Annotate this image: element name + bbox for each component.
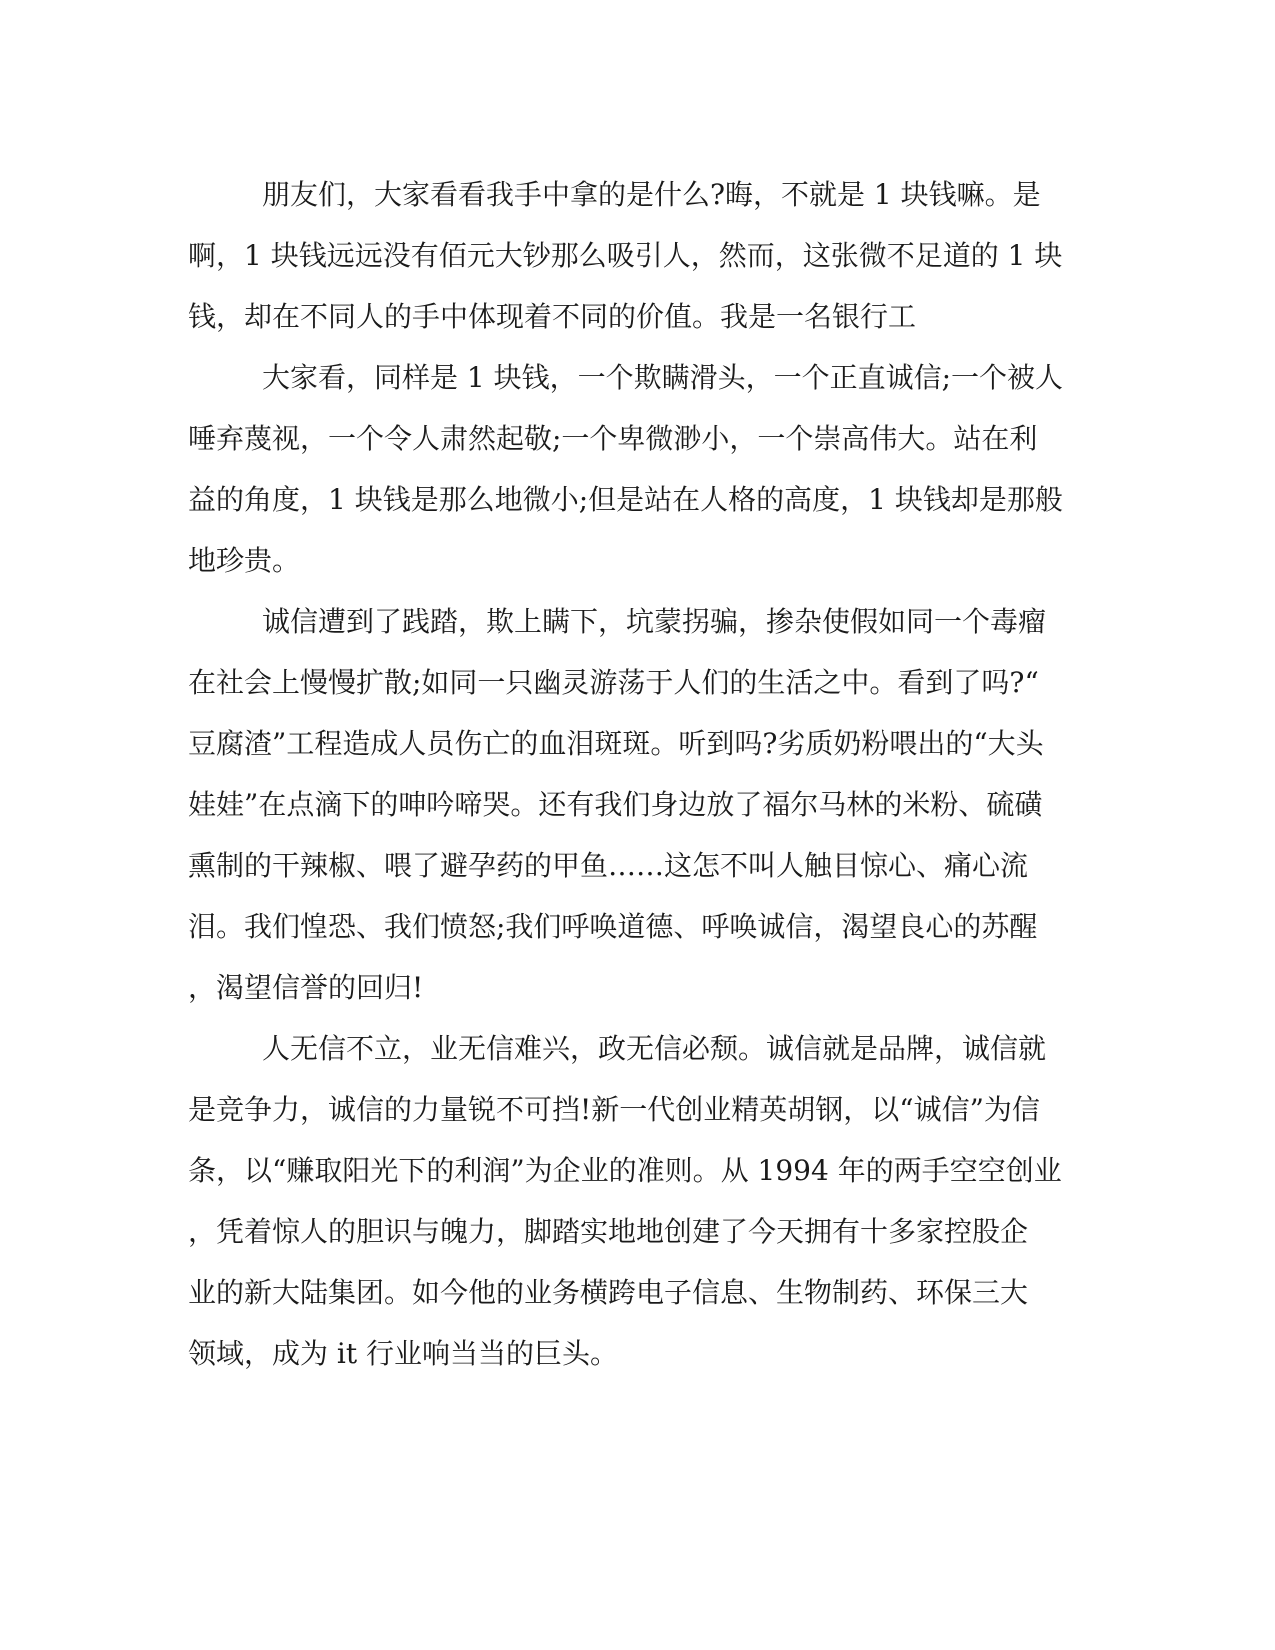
paragraph-1-line-3: 钱，却在不同人的手中体现着不同的价值。我是一名银行工 (188, 300, 917, 333)
paragraph-3-line-1: 诚信遭到了践踏，欺上瞒下，坑蒙拐骗，掺杂使假如同一个毒瘤 (262, 605, 1047, 638)
paragraph-4-line-5: 业的新大陆集团。如今他的业务横跨电子信息、生物制药、环保三大 (188, 1276, 1029, 1309)
paragraph-2-line-3: 益的角度，1 块钱是那么地微小;但是站在人格的高度，1 块钱却是那般 (188, 483, 1063, 516)
paragraph-3-line-3: 豆腐渣”工程造成人员伤亡的血泪斑斑。听到吗?劣质奶粉喂出的“大头 (188, 727, 1044, 760)
paragraph-4-line-1: 人无信不立，业无信难兴，政无信必颓。诚信就是品牌，诚信就 (262, 1032, 1047, 1065)
paragraph-4-line-4: ，凭着惊人的胆识与魄力，脚踏实地地创建了今天拥有十多家控股企 (188, 1215, 1029, 1248)
paragraph-3-line-5: 熏制的干辣椒、喂了避孕药的甲鱼……这怎不叫人触目惊心、痛心流 (188, 849, 1029, 882)
paragraph-4-line-3: 条，以“赚取阳光下的利润”为企业的准则。从 1994 年的两手空空创业 (188, 1154, 1062, 1187)
paragraph-1-line-2: 啊，1 块钱远远没有佰元大钞那么吸引人，然而，这张微不足道的 1 块 (188, 239, 1063, 272)
paragraph-3-line-6: 泪。我们惶恐、我们愤怒;我们呼唤道德、呼唤诚信，渴望良心的苏醒 (188, 910, 1038, 943)
paragraph-3-line-7: ，渴望信誉的回归! (188, 971, 424, 1004)
paragraph-3-line-2: 在社会上慢慢扩散;如同一只幽灵游荡于人们的生活之中。看到了吗?“ (188, 666, 1039, 699)
paragraph-2-line-2: 唾弃蔑视，一个令人肃然起敬;一个卑微渺小，一个崇高伟大。站在利 (188, 422, 1038, 455)
paragraph-3-line-4: 娃娃”在点滴下的呻吟啼哭。还有我们身边放了福尔马林的米粉、硫磺 (188, 788, 1043, 821)
paragraph-4-line-2: 是竞争力，诚信的力量锐不可挡!新一代创业精英胡钢，以“诚信”为信 (188, 1093, 1040, 1126)
paragraph-1-line-1: 朋友们，大家看看我手中拿的是什么?晦，不就是 1 块钱嘛。是 (262, 178, 1041, 211)
paragraph-2-line-1: 大家看，同样是 1 块钱，一个欺瞒滑头，一个正直诚信;一个被人 (262, 361, 1064, 394)
paragraph-2-line-4: 地珍贵。 (188, 544, 301, 577)
paragraph-4-line-6: 领域，成为 it 行业响当当的巨头。 (188, 1337, 619, 1370)
document-body (188, 164, 1088, 1384)
